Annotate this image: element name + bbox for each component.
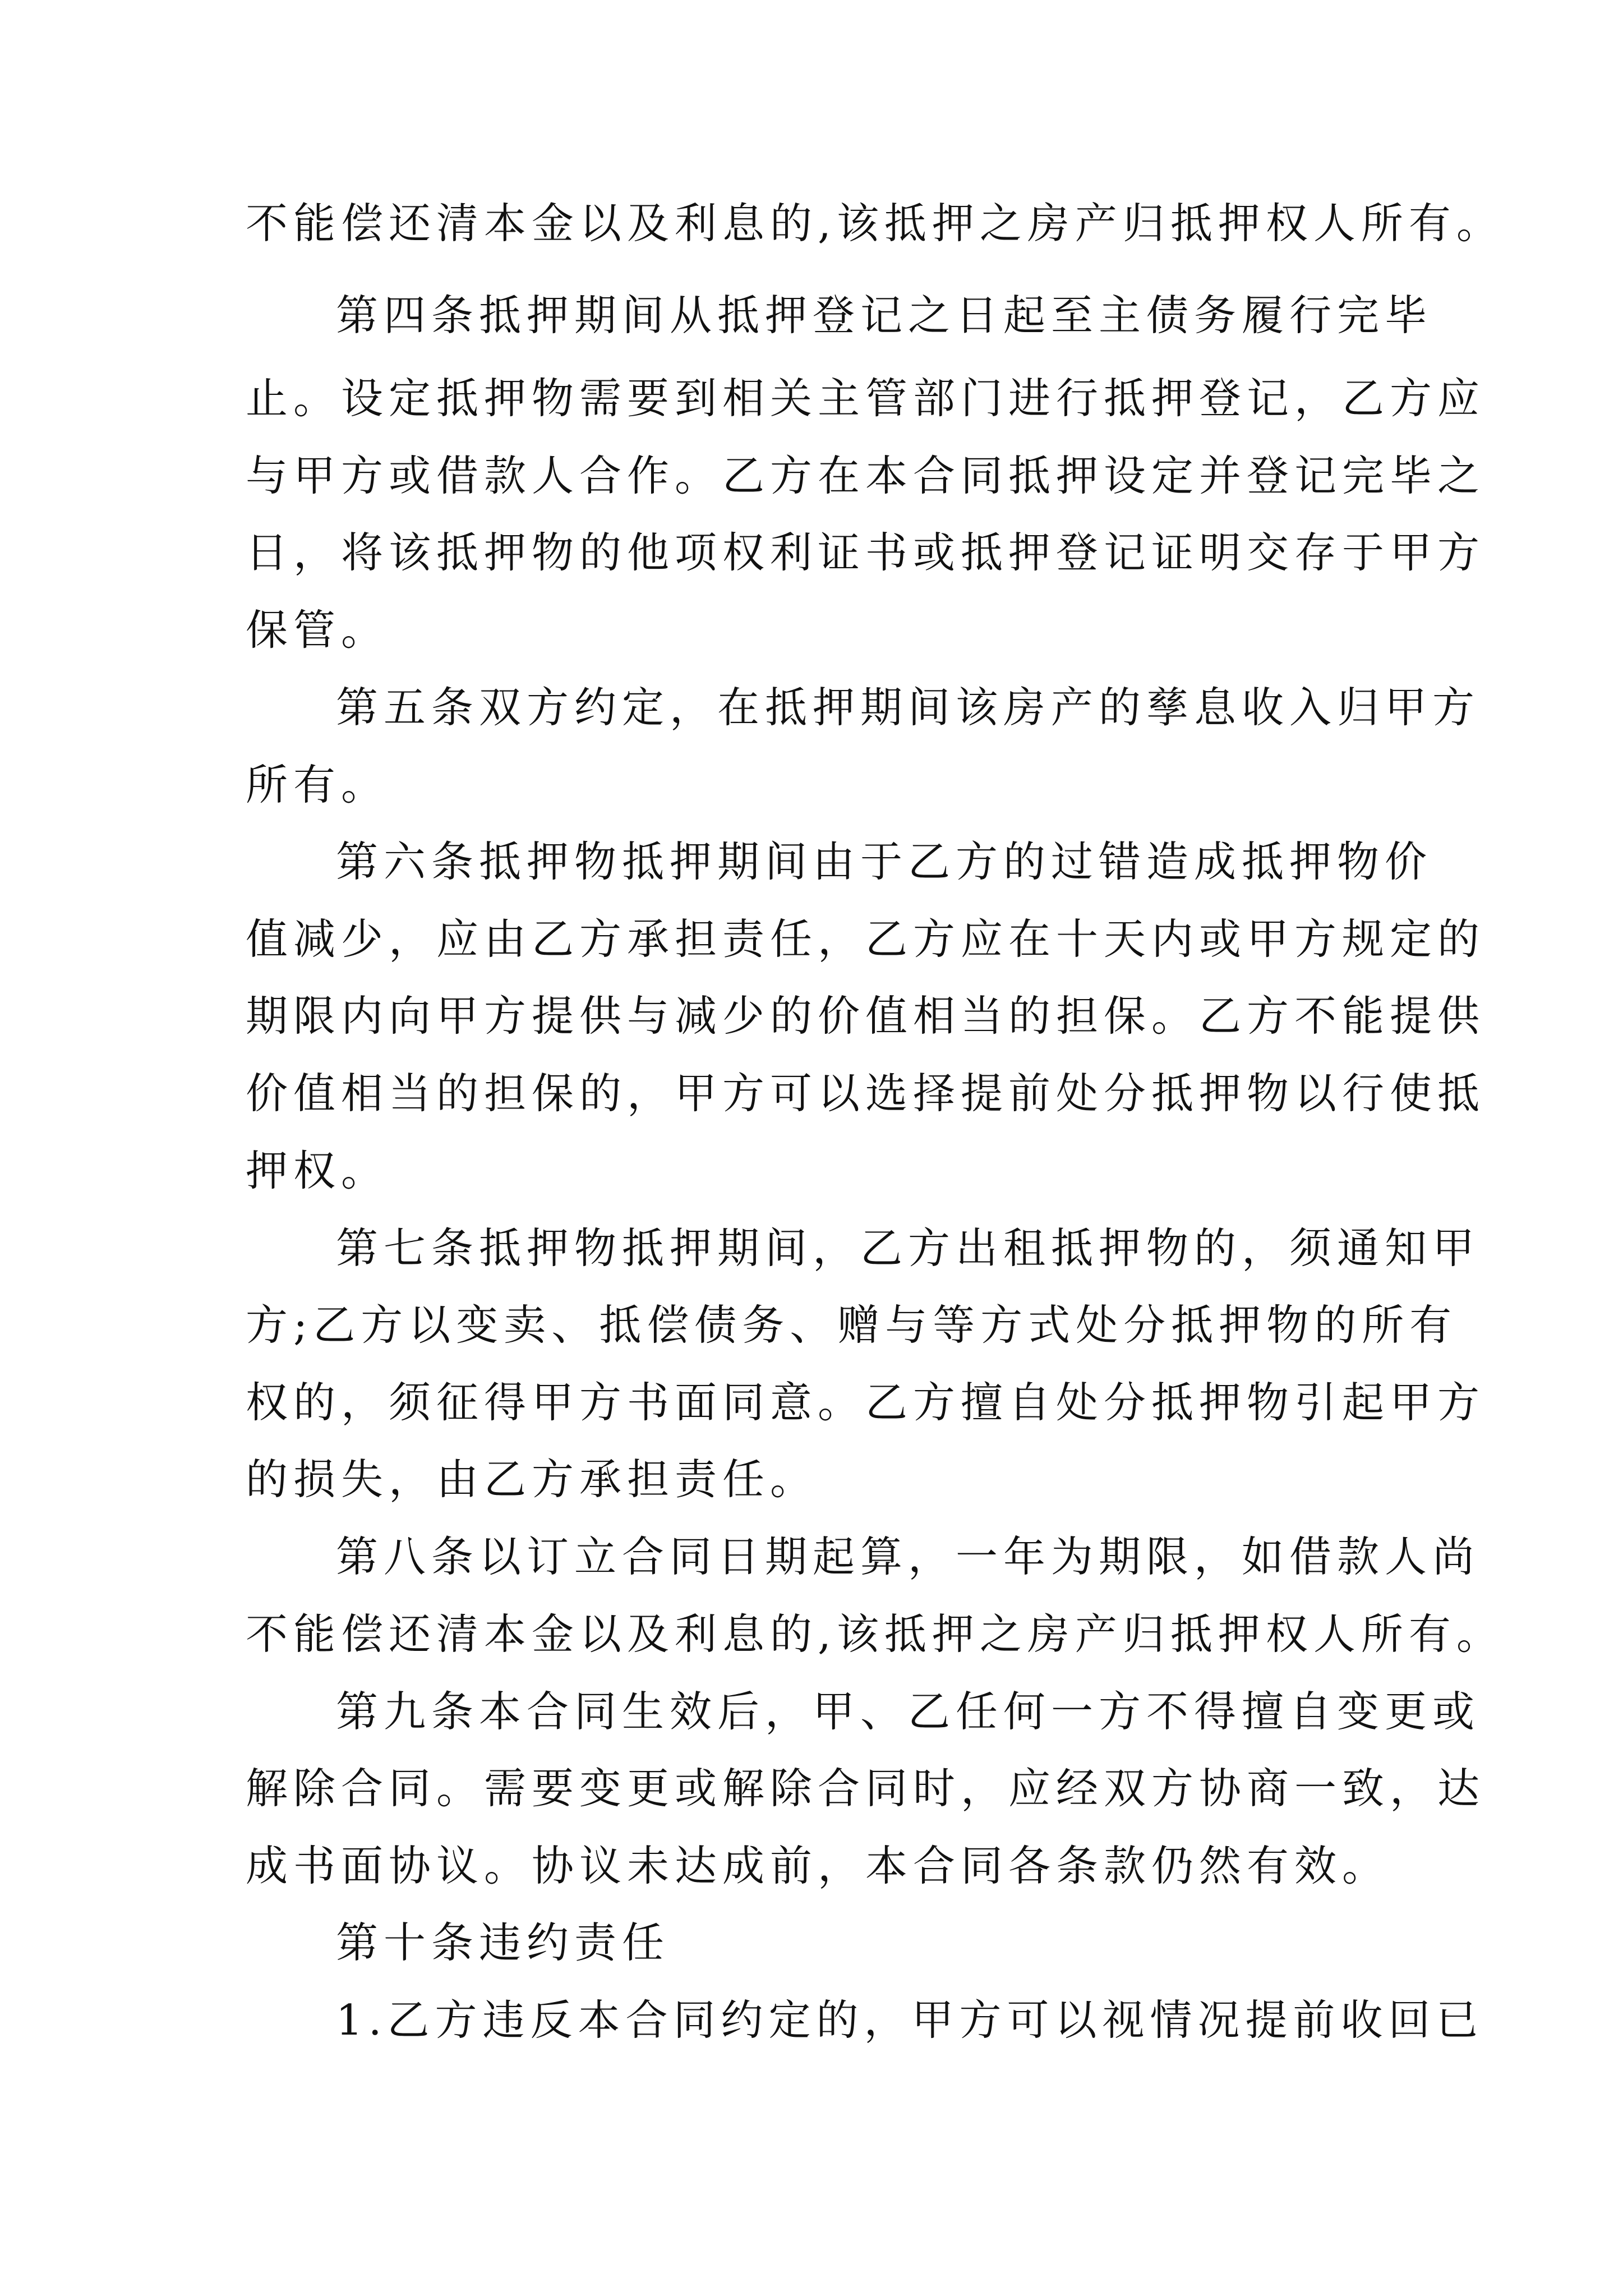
text-line: 止。设定抵押物需要到相关主管部门进行抵押登记，乙方应 bbox=[246, 374, 1486, 423]
text-line: 权的，须征得甲方书面同意。乙方擅自处分抵押物引起甲方 bbox=[246, 1378, 1486, 1427]
text-line: 第五条双方约定，在抵押期间该房产的孳息收入归甲方 bbox=[336, 683, 1481, 732]
text-line: 第七条抵押物抵押期间，乙方出租抵押物的，须通知甲 bbox=[336, 1223, 1481, 1273]
text-line: 值减少，应由乙方承担责任，乙方应在十天内或甲方规定的 bbox=[246, 914, 1486, 964]
text-line: 所有。 bbox=[246, 760, 389, 809]
text-line: 第八条以订立合同日期起算，一年为期限，如借款人尚 bbox=[336, 1532, 1481, 1581]
text-line: 不能偿还清本金以及利息的,该抵押之房产归抵押权人所有。 bbox=[246, 199, 1504, 248]
text-line: 方;乙方以变卖、抵偿债务、赠与等方式处分抵押物的所有 bbox=[246, 1300, 1458, 1350]
text-line: 期限内向甲方提供与减少的价值相当的担保。乙方不能提供 bbox=[246, 991, 1486, 1041]
text-line: 成书面协议。协议未达成前，本合同各条款仍然有效。 bbox=[246, 1841, 1390, 1890]
text-line: 第九条本合同生效后，甲、乙任何一方不得擅自变更或 bbox=[336, 1687, 1481, 1736]
text-line: 押权。 bbox=[246, 1146, 389, 1195]
text-line: 与甲方或借款人合作。乙方在本合同抵押设定并登记完毕之 bbox=[246, 451, 1486, 500]
text-line: 第四条抵押期间从抵押登记之日起至主债务履行完毕 bbox=[336, 291, 1433, 340]
text-line: 第六条抵押物抵押期间由于乙方的过错造成抵押物价 bbox=[336, 837, 1433, 886]
text-line: 的损失，由乙方承担责任。 bbox=[246, 1455, 818, 1504]
text-line: 解除合同。需要变更或解除合同时，应经双方协商一致，达 bbox=[246, 1764, 1486, 1813]
text-line: 日，将该抵押物的他项权利证书或抵押登记证明交存于甲方 bbox=[246, 528, 1486, 577]
text-line: 1.乙方违反本合同约定的，甲方可以视情况提前收回已 bbox=[336, 1995, 1484, 2045]
text-line: 第十条违约责任 bbox=[336, 1918, 670, 1967]
text-line: 价值相当的担保的，甲方可以选择提前处分抵押物以行使抵 bbox=[246, 1069, 1486, 1118]
text-line: 不能偿还清本金以及利息的,该抵押之房产归抵押权人所有。 bbox=[246, 1609, 1504, 1659]
text-line: 保管。 bbox=[246, 605, 389, 655]
